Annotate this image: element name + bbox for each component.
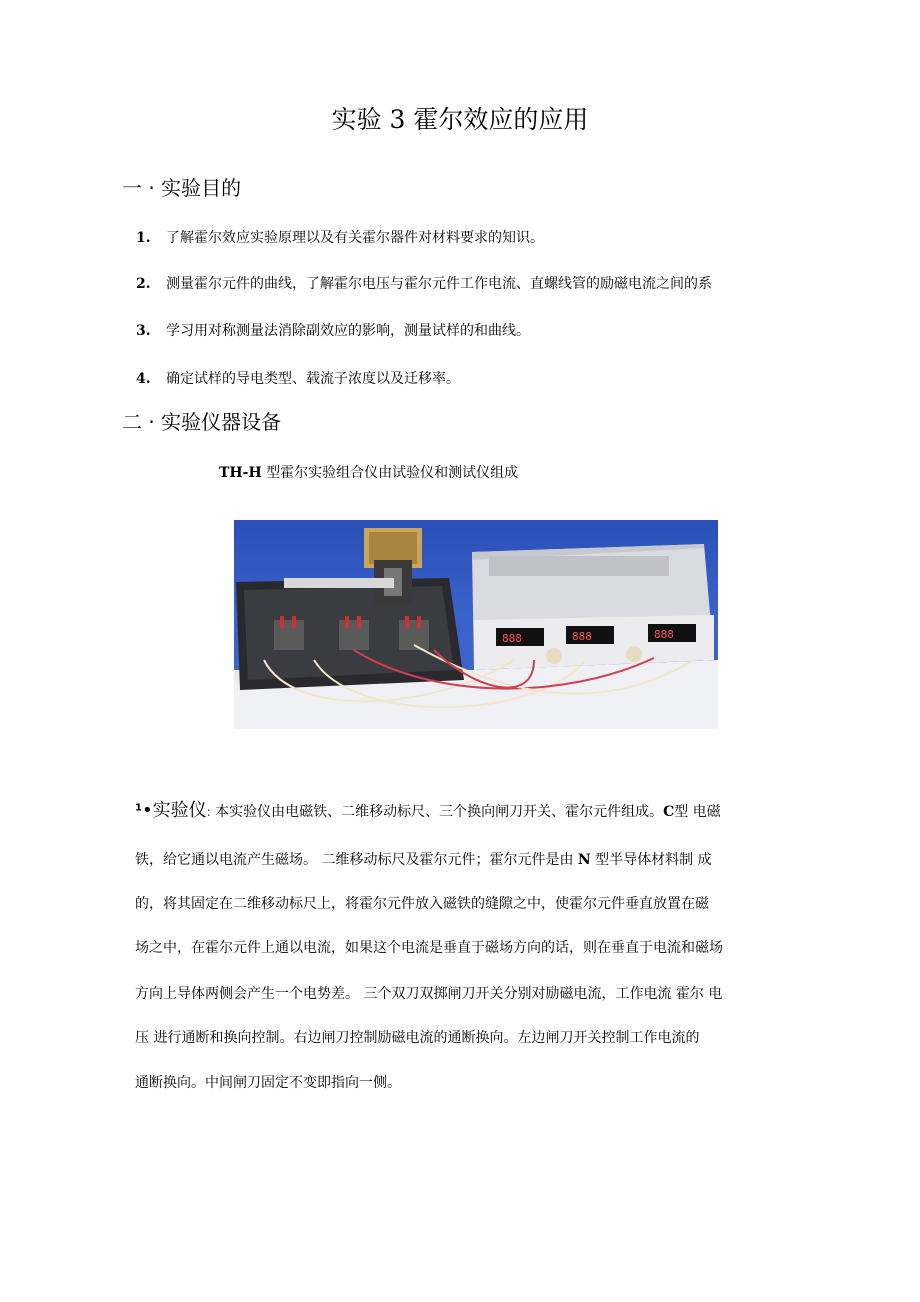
moving-ruler — [284, 578, 394, 588]
svg-text:888: 888 — [502, 632, 522, 645]
caption-text: 型霍尔实验组合仪由试验仪和测试仪组成 — [261, 465, 519, 481]
list-item — [136, 320, 836, 340]
list-item-text: 确定试样的导电类型、载流子浓度以及迁移率。 — [166, 371, 460, 387]
line-text: 型 电磁 — [674, 804, 721, 820]
list-item-text: 了解霍尔效应实验原理以及有关霍尔器件对材料要求的知识。 — [166, 230, 544, 246]
section-heading-objectives: 一 · 实验目的 — [122, 176, 242, 200]
paragraph-line: 方向上导体两侧会产生一个电势差。 三个双刀双掷闸刀开关分别对励磁电流，工作电流 霍尔 电 — [135, 986, 723, 1002]
apparatus-photo — [234, 520, 718, 729]
line-text: 铁，给它通以电流产生磁场。 二维移动标尺及霍尔元件；霍尔元件是由 — [135, 852, 578, 868]
paragraph-line: 压 进行通断和换向控制。右边闸刀控制励磁电流的通断换向。左边闸刀开关控制工作电流的 — [135, 1030, 700, 1046]
line-text: 本实验仪由电磁铁、二维移动标尺、三个换向闸刀开关、霍尔元件组成。 — [210, 804, 664, 820]
list-item-number: 3. — [136, 323, 151, 339]
line-bold: N — [577, 852, 591, 868]
knife-switch-right — [399, 616, 429, 650]
svg-text:888: 888 — [572, 630, 592, 643]
list-item-number: 2. — [136, 276, 151, 292]
page-title: 实验 3 霍尔效应的应用 — [331, 105, 589, 134]
list-item-text: 测量霍尔元件的曲线，了解霍尔电压与霍尔元件工作电流、直螺线管的励磁电流之间的系 — [166, 276, 712, 292]
svg-text:888: 888 — [654, 628, 674, 641]
tester-vent — [489, 556, 669, 576]
paragraph-line: 场之中，在霍尔元件上通以电流，如果这个电流是垂直于磁场方向的话，则在垂直于电流和磁场 — [135, 940, 723, 956]
lead-label: •实验仪 — [141, 800, 207, 821]
section-heading-equipment: 二 · 实验仪器设备 — [122, 410, 282, 434]
knob-left — [546, 648, 562, 664]
list-item — [136, 227, 836, 247]
knife-switch-left — [274, 616, 304, 650]
apparatus-illustration — [234, 520, 718, 729]
list-item-text: 学习用对称测量法消除副效应的影响，测量试样的和曲线。 — [166, 323, 530, 339]
list-item — [136, 368, 836, 388]
paragraph-line: 的，将其固定在二维移动标尺上，将霍尔元件放入磁铁的缝隙之中，使霍尔元件垂直放置在磁 — [135, 896, 709, 912]
list-item-number: 1. — [136, 230, 151, 246]
photo-caption — [219, 462, 518, 482]
lead-number: 1 — [135, 802, 142, 814]
paragraph-line — [135, 796, 721, 822]
caption-model: TH-H — [219, 465, 262, 481]
line-bold: C — [663, 804, 675, 820]
line-text: 型半导体材料制 成 — [590, 852, 712, 868]
paragraph-line: 通断换向。中间闸刀固定不变即指向一侧。 — [135, 1075, 401, 1091]
colon: : — [206, 805, 211, 819]
list-item — [136, 273, 836, 293]
knob-right — [626, 646, 642, 662]
list-item-number: 4. — [136, 371, 151, 387]
electromagnet-coil-inner — [369, 532, 417, 564]
knife-switch-middle — [339, 616, 369, 650]
paragraph-line — [135, 849, 712, 869]
